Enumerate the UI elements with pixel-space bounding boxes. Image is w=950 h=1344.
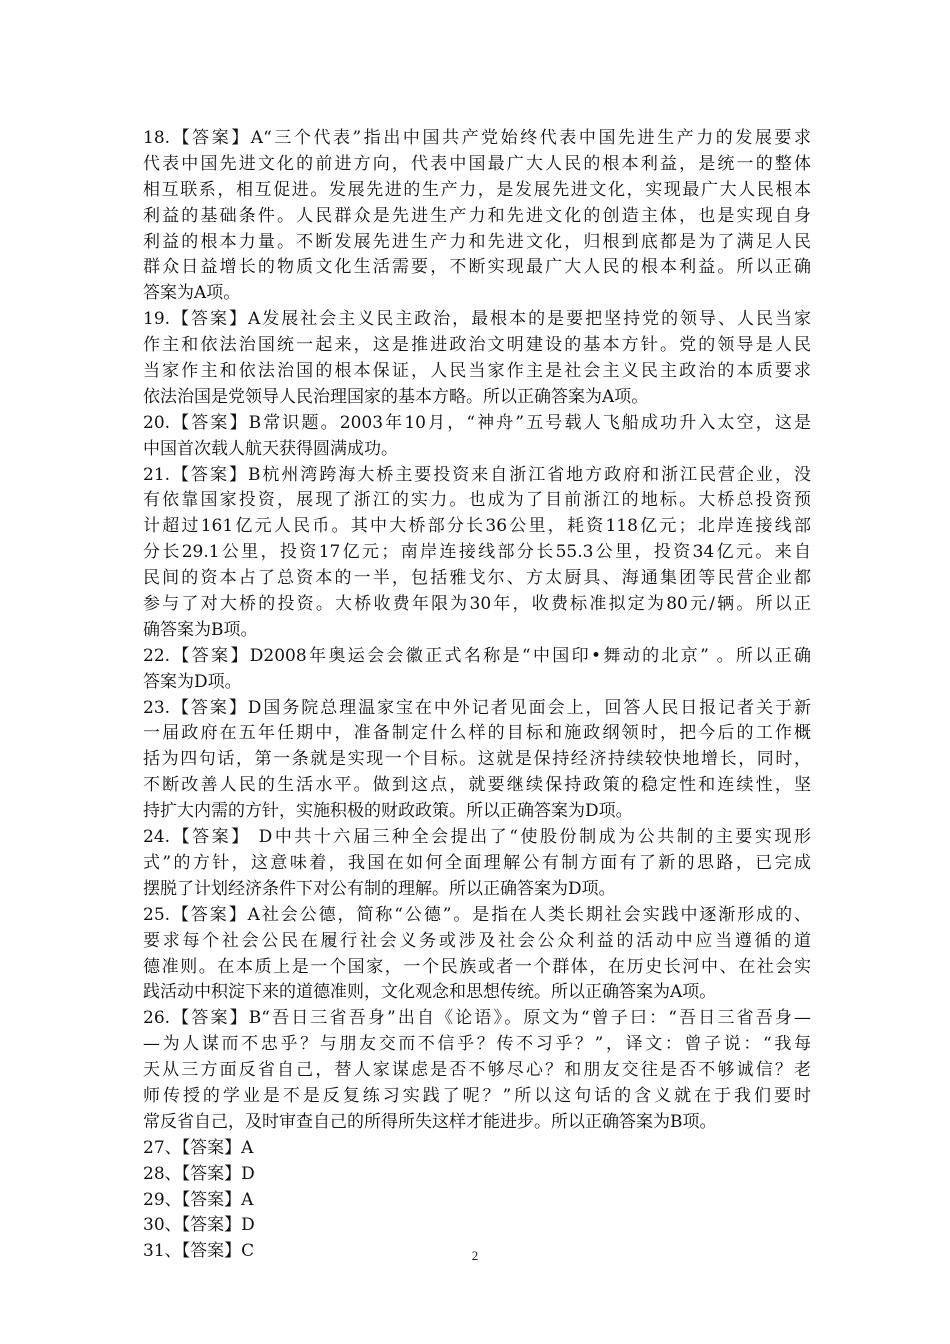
text-line: 利益的基础条件。人民群众是先进生产力和先进文化的创造主体，也是实现自身 [143, 205, 811, 226]
text-line: 作主和依法治国统一起来，这是推进政治文明建设的基本方针。党的领导是人民 [143, 335, 811, 356]
text-line: 式”的方针，这意味着，我国在如何全面理解公有制方面有了新的思路，已完成 [143, 852, 811, 873]
text-line: 28、【答案】D [143, 1163, 255, 1184]
text-line: 22.【答案】D2008年奥运会会徽正式名称是“中国印•舞动的北京” 。所以正确 [143, 645, 811, 666]
text-line: 19.【答案】A发展社会主义民主政治，最根本的是要把坚持党的领导、人民当家 [143, 309, 811, 330]
text-line: 括为四句话，第一条就是实现一个目标。这就是保持经济持续较快地增长，同时， [143, 749, 811, 770]
text-line: 利益的根本力量。不断发展先进生产力和先进文化，归根到底都是为了满足人民 [143, 231, 811, 252]
text-line: 相互联系，相互促进。发展先进的生产力，是发展先进文化，实现最广大人民根本 [143, 179, 811, 200]
text-line: 21.【答案】B杭州湾跨海大桥主要投资来自浙江省地方政府和浙江民营企业，没 [143, 464, 811, 485]
text-line: 代表中国先进文化的前进方向，代表中国最广大人民的根本利益，是统一的整体 [143, 153, 811, 174]
text-line: 当家作主和依法治国的根本保证，人民当家作主是社会主义民主政治的本质要求 [143, 361, 811, 382]
text-line: 23.【答案】D国务院总理温家宝在中外记者见面会上，回答人民日报记者关于新 [143, 697, 811, 718]
text-line: —为人谋而不忠乎？与朋友交而不信乎？传不习乎？”，译文：曾子说：“我每 [143, 1034, 811, 1055]
text-line: 持扩大内需的方针，实施积极的财政政策。所以正确答案为D项。 [143, 801, 633, 822]
text-line: 分长29.1公里，投资17亿元；南岸连接线部分长55.3公里，投资34亿元。来自 [143, 542, 811, 563]
text-line: 不断改善人民的生活水平。做到这点，就要继续保持政策的稳定性和连续性，坚 [143, 775, 811, 796]
text-line: 30、【答案】D [143, 1215, 255, 1236]
page-number: 2 [471, 1248, 479, 1263]
text-line: 答案为D项。 [143, 671, 242, 692]
text-line: 要求每个社会公民在履行社会义务或涉及社会公众利益的活动中应当遵循的道 [143, 930, 811, 951]
text-line: 师传授的学业是不是反复练习实践了呢？”所以这句话的含义就在于我们要时 [143, 1085, 811, 1106]
text-line: 德准则。在本质上是一个国家，一个民族或者一个群体，在历史长河中、在社会实 [143, 956, 811, 977]
text-line: 依法治国是党领导人民治理国家的基本方略。所以正确答案为A项。 [143, 386, 649, 407]
text-line: 民间的资本占了总资本的一半，包括雅戈尔、方太厨具、海通集团等民营企业都 [143, 568, 811, 589]
text-line: 25.【答案】A社会公德，简称“公德”。是指在人类长期社会实践中逐渐形成的、 [143, 904, 811, 925]
text-line: 常反省自己，及时审查自己的所得所失这样才能进步。所以正确答案为B项。 [143, 1111, 717, 1132]
text-line: 天从三方面反省自己，替人家谋虑是否不够尽心？和朋友交往是否不够诚信？老 [143, 1060, 811, 1081]
text-line: 18.【答案】A“三个代表”指出中国共产党始终代表中国先进生产力的发展要求 [143, 128, 811, 148]
text-line: 29、【答案】A [143, 1189, 254, 1210]
text-line: 参与了对大桥的投资。大桥收费年限为30年，收费标准拟定为80元/辆。所以正 [143, 594, 811, 615]
text-line: 26.【答案】B“吾日三省吾身”出自《论语》。原文为“曾子曰：“吾日三省吾身— [143, 1008, 811, 1029]
text-line: 有依靠国家投资，展现了浙江的实力。也成为了目前浙江的地标。大桥总投资预 [143, 490, 811, 511]
text-line: 践活动中积淀下来的道德准则，文化观念和思想传统。所以正确答案为A项。 [143, 982, 717, 1003]
text-line: 24.【答案】 D中共十六届三种全会提出了“使股份制成为公共制的主要实现形 [143, 827, 811, 848]
text-line: 群众日益增长的物质文化生活需要，不断实现最广大人民的根本利益。所以正确 [143, 257, 811, 278]
text-line: 计超过161亿元人民币。其中大桥部分长36公里，耗资118亿元；北岸连接线部 [143, 516, 811, 537]
answer-text-body [143, 126, 811, 1265]
text-line: 一届政府在五年任期中，准备制定什么样的目标和施政纲领时，把今后的工作概 [143, 723, 811, 744]
text-line: 摆脱了计划经济条件下对公有制的理解。所以正确答案为D项。 [143, 878, 616, 899]
text-line: 27、【答案】A [143, 1137, 254, 1158]
text-line: 中国首次载人航天获得圆满成功。 [143, 438, 398, 459]
text-line: 答案为A项。 [143, 283, 241, 304]
text-line: 31、【答案】C [143, 1241, 255, 1262]
text-line: 20.【答案】B常识题。2003年10月，“神舟”五号载人飞船成功升入太空，这是 [143, 412, 811, 433]
text-line: 确答案为B项。 [143, 619, 258, 640]
